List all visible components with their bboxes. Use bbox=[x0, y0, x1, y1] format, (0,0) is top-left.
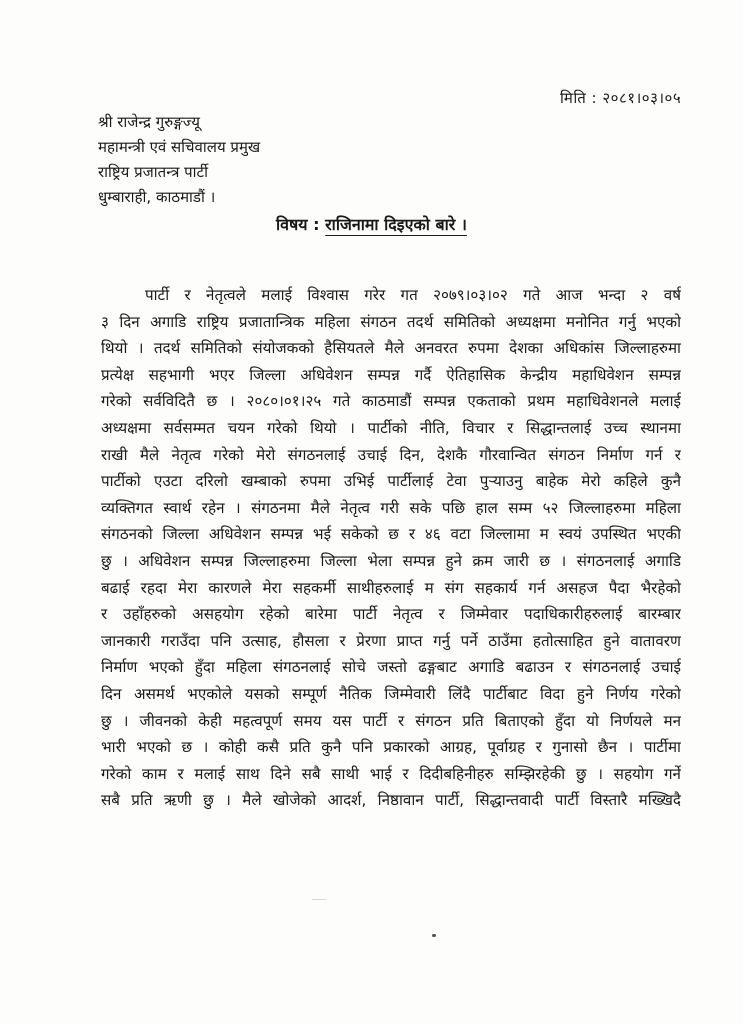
body-line: गरेको सर्वविदितै छ । २०८०।०१।२५ गते काठमाडौं सम्पन्न एकताको प्रथम महाधिवेशनले मलाई bbox=[101, 392, 681, 411]
body-line: छु । अधिवेशन सम्पन्न जिल्लाहरुमा जिल्ला भेला सम्पन्न हुने क्रम जारी छ । संगठनलाई अगाडि bbox=[101, 551, 681, 570]
body-line: प्रत्येक्ष सहभागी भएर जिल्ला अधिवेशन सम्पन्न गर्दै ऐतिहासिक केन्द्रीय महाधिवेशन सम्पन्न bbox=[101, 365, 681, 384]
body-line: भारी भएको छ । कोही कसै प्रति कुनै पनि प्रकारको आग्रह, पूर्वाग्रह र गुनासो छैन । पार्टीमा bbox=[101, 738, 681, 757]
body-line: र उहाँहरुको असहयोग रहेको बारेमा पार्टी नेतृत्व र जिम्मेवार पदाधिकारीहरुलाई बारम्बार bbox=[101, 605, 681, 624]
letter-subject bbox=[0, 213, 743, 235]
body-line: संगठनको जिल्ला अधिवेशन सम्पन्न भई सकेको छ र ४६ वटा जिल्लामा म स्वयं उपस्थित भएकी bbox=[101, 525, 681, 544]
scan-mark bbox=[312, 899, 326, 900]
scan-speck bbox=[432, 934, 436, 937]
body-line: सबै प्रति ऋणी छु । मैले खोजेको आदर्श, निष्ठावान पार्टी, सिद्धान्तवादी पार्टी विस्तारै मख्खिदै bbox=[101, 791, 681, 810]
body-line: राखी मैले नेतृत्व गरेको मेरो संगठनलाई उचाई दिन, देशकै गौरवान्वित संगठन निर्माण गर्न र bbox=[101, 445, 681, 464]
subject-text: राजिनामा दिइएको बारे । bbox=[325, 215, 467, 234]
recipient-title: महामन्त्री एवं सचिवालय प्रमुख bbox=[98, 138, 261, 156]
body-line: ३ दिन अगाडि राष्ट्रिय प्रजातान्त्रिक महिला संगठन तदर्थ समितिको अध्यक्षमा मनोनित गर्नु भएको bbox=[101, 312, 681, 331]
recipient-organization: राष्ट्रिय प्रजातन्त्र पार्टी bbox=[98, 163, 209, 181]
body-line: दिन असमर्थ भएकोले यसको सम्पूर्ण नैतिक जिम्मेवारी लिंदै पार्टीबाट विदा हुने निर्णय गरेको bbox=[101, 684, 681, 703]
body-line: बढाई रहदा मेरा कारणले मेरा सहकर्मी साथीहरुलाई म संग सहकार्य गर्न असहज पैदा भैरहेको bbox=[101, 578, 681, 597]
body-line: जानकारी गराउँदा पनि उत्साह, हौसला र प्रेरणा प्राप्त गर्नु पर्ने ठाउँमा हतोत्साहित हुने वातावरण bbox=[101, 631, 681, 650]
body-line: पार्टी र नेतृत्वले मलाई विश्वास गरेर गत २०७९।०३।०२ गते आज भन्दा २ वर्ष bbox=[145, 286, 681, 304]
body-line: अध्यक्षमा सर्वसम्मत चयन गरेको थियो । पार्टीको नीति, विचार र सिद्धान्तलाई उच्च स्थानमा bbox=[101, 418, 681, 437]
letter-body bbox=[101, 282, 681, 814]
body-line: गरेको काम र मलाई साथ दिने सबै साथी भाई र दिदीबहिनीहरु सम्झिरहेकी छु । सहयोग गर्ने bbox=[101, 764, 681, 783]
body-line: थियो । तदर्थ समितिको संयोजकको हैसियतले मैले अनवरत रुपमा देशका अधिकांस जिल्लाहरुमा bbox=[101, 339, 681, 358]
body-line: व्यक्तिगत स्वार्थ रहेन । संगठनमा मैले नेतृत्व गरी सके पछि हाल सम्म ५२ जिल्लाहरुमा महिला bbox=[101, 498, 681, 517]
body-line: पार्टीको एउटा दरिलो खम्बाको रुपमा उभिई पार्टीलाई टेवा पुऱ्याउनु बाहेक मेरो कहिले कुनै bbox=[101, 472, 681, 491]
body-line: निर्माण भएको हुँदा महिला संगठनलाई सोचे जस्तो ढङ्गबाट अगाडि बढाउन र संगठनलाई उचाई bbox=[101, 658, 681, 677]
letter-date: मिति : २०८१।०३।०५ bbox=[560, 89, 682, 107]
recipient-address bbox=[98, 110, 260, 210]
body-line: छु । जीवनको केही महत्वपूर्ण समय यस पार्टी र संगठन प्रति बिताएको हुँदा यो निर्णयले मन bbox=[101, 711, 681, 730]
recipient-location: धुम्बाराही, काठमाडौं । bbox=[98, 188, 216, 206]
subject-label: विषय : bbox=[276, 215, 320, 234]
recipient-name: श्री राजेन्द्र गुरुङ्गज्यू bbox=[98, 113, 200, 131]
